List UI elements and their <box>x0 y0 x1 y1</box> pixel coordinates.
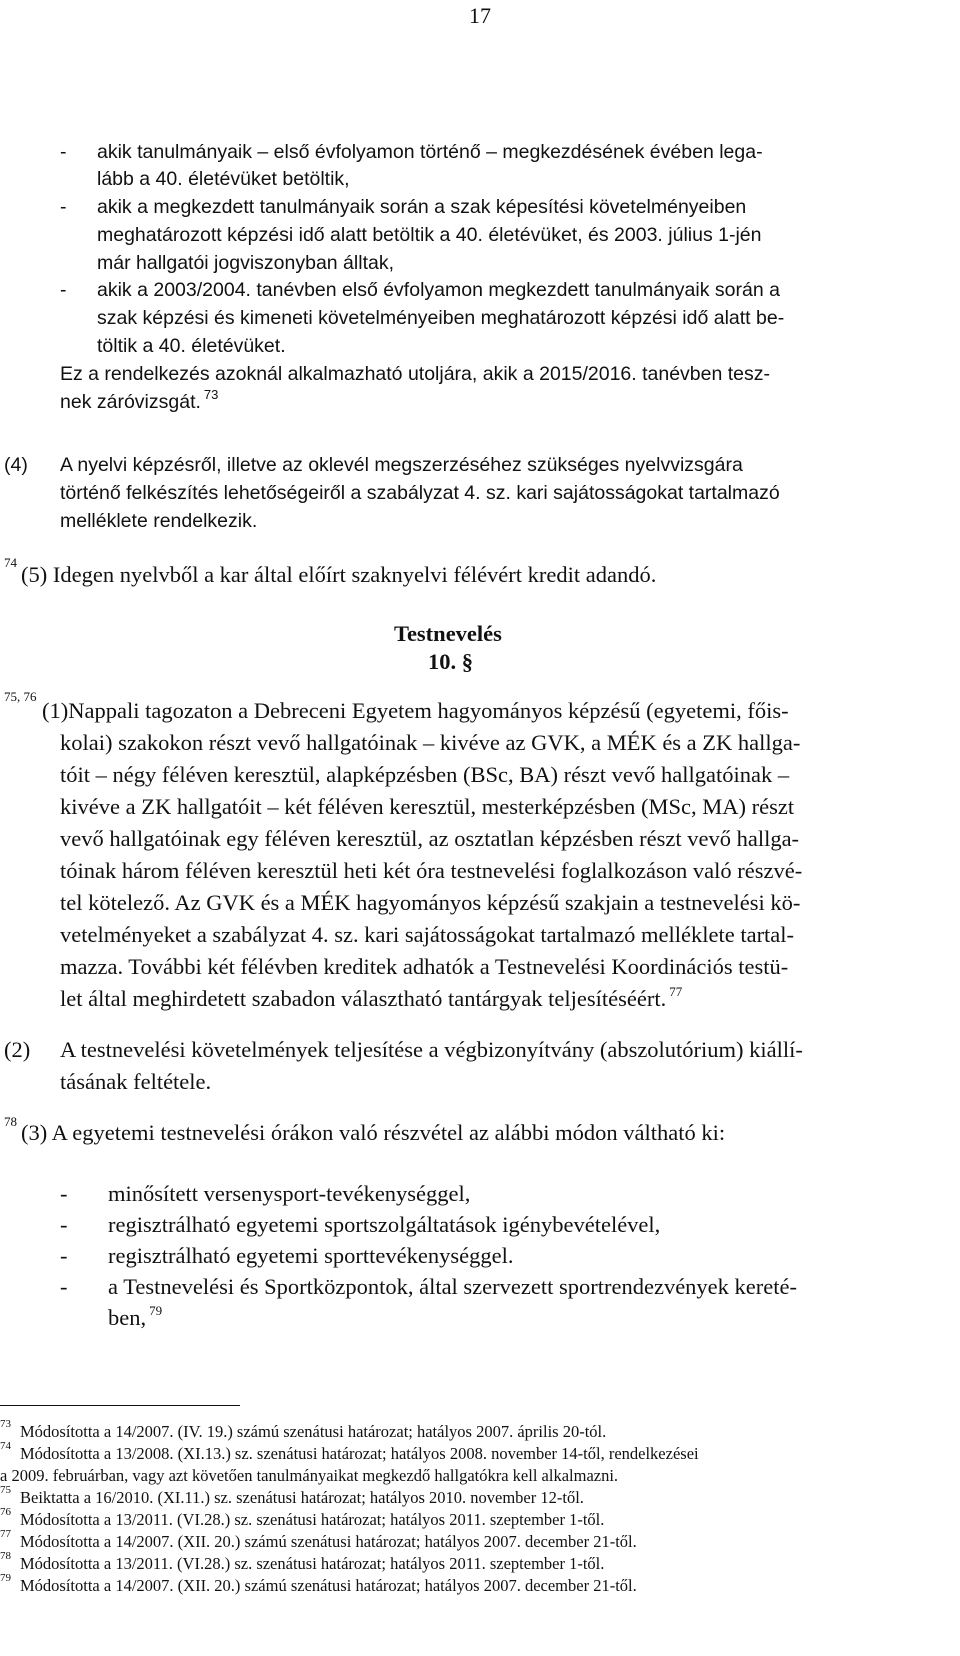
paragraph-line: tóinak három féléven keresztül heti két óra testnevelési foglalkozáson való részvé- <box>60 858 803 883</box>
paragraph-line: tásának feltétele. <box>60 1069 212 1094</box>
footnote-text: Módosította a 13/2011. (VI.28.) sz. szenátusi határozat; hatályos 2011. szeptember 1-től. <box>20 1510 605 1529</box>
footnote-text: Módosította a 13/2008. (XI.13.) sz. szenátusi határozat; hatályos 2008. november 14-től, rendelkezései <box>20 1444 699 1463</box>
footnote-separator <box>0 1405 240 1406</box>
list-item-line: akik a 2003/2004. tanévben első évfolyamon megkezdett tanulmányaik során a <box>97 279 780 301</box>
paragraph-line: kivéve a ZK hallgatóit – két féléven keresztül, mesterképzésben (MSc, MA) részt <box>60 794 795 819</box>
section-title: Testnevelés <box>394 621 502 646</box>
list-dash: - <box>60 196 67 218</box>
footnote-ref[interactable]: 75 <box>4 689 17 704</box>
footnote-number: 76 <box>0 1506 11 1518</box>
list-item-line: minősített versenysport-tevékenységgel, <box>108 1181 471 1206</box>
list-dash: - <box>60 1243 68 1268</box>
footnote-text: Módosította a 14/2007. (IV. 19.) számú szenátusi határozat; hatályos 2007. április 20-tól. <box>20 1422 607 1441</box>
footnote-number: 79 <box>0 1572 11 1584</box>
list-item-line: akik tanulmányaik – első évfolyamon történő – megkezdésének évében lega- <box>97 141 763 163</box>
footnote-number: 73 <box>0 1418 11 1430</box>
paragraph-line: A nyelvi képzésről, illetve az oklevél megszerzéséhez szükséges nyelvvizsgára <box>60 454 743 476</box>
paragraph-line: melléklete rendelkezik. <box>60 510 258 532</box>
list-item-line: a Testnevelési és Sportközpontok, által szervezett sportrendezvények kereté- <box>108 1274 797 1299</box>
footnote-ref[interactable]: 79 <box>149 1303 163 1318</box>
paragraph-line: tel kötelező. Az GVK és a MÉK hagyományos képzésű szakjain a testnevelési kö- <box>60 890 801 915</box>
paragraph-line: történő felkészítés lehetőségeiről a szabályzat 4. sz. kari sajátosságokat tartalmazó <box>60 482 780 504</box>
paragraph-line: vevő hallgatóinak egy féléven keresztül, az osztatlan képzésben részt vevő hallga- <box>60 826 800 851</box>
paragraph-line: vetelményeket a szabályzat 4. sz. kari sajátosságokat tartalmazó melléklete tartal- <box>60 922 795 947</box>
footnote-text: Módosította a 14/2007. (XII. 20.) számú szenátusi határozat; hatályos 2007. december 21-től. <box>20 1576 637 1595</box>
paragraph-line: kolai) szakokon részt vevő hallgatóinak – kivéve az GVK, a MÉK és a ZK hallga- <box>60 730 801 755</box>
paragraph-line: A testnevelési követelmények teljesítése a végbizonyítvány (abszolutórium) kiállí- <box>60 1037 803 1062</box>
list-item-line: regisztrálható egyetemi sporttevékenységgel. <box>108 1243 514 1268</box>
footnote-text: Módosította a 13/2011. (VI.28.) sz. szenátusi határozat; hatályos 2011. szeptember 1-től. <box>20 1554 605 1573</box>
paragraph-line: (5) Idegen nyelvből a kar által előírt szaknyelvi félévért kredit adandó. <box>21 562 657 587</box>
paragraph-number: (4) <box>4 454 28 476</box>
list-item-line: szak képzési és kimeneti követelményeiben meghatározott képzési idő alatt be- <box>97 307 785 329</box>
list-item-line: lább a 40. életévüket betöltik, <box>97 168 350 190</box>
list-dash: - <box>60 1212 68 1237</box>
paragraph-line: tóit – négy féléven keresztül, alapképzésben (BSc, BA) részt vevő hallgatóinak – <box>60 762 790 787</box>
paragraph-line: (1)Nappali tagozaton a Debreceni Egyetem hagyományos képzésű (egyetemi, főis- <box>42 698 789 723</box>
paragraph-line: let által meghirdetett szabadon választható tantárgyak teljesítéséért. $^{77}$ <box>60 984 683 1011</box>
footnote-number: 74 <box>0 1440 11 1452</box>
footnote-ref[interactable]: 76 <box>23 689 37 704</box>
footnote-ref[interactable]: 74 <box>4 555 17 570</box>
rule-note-line: nek záróvizsgát. $^{73}$ <box>60 387 219 413</box>
list-dash: - <box>60 141 67 163</box>
list-item-line: már hallgatói jogviszonyban álltak, <box>97 252 394 274</box>
paragraph-number: (2) <box>4 1037 31 1062</box>
list-item-line: akik a megkezdett tanulmányaik során a szak képesítési követelményeiben <box>97 196 747 218</box>
footnote-refs <box>4 690 37 704</box>
list-item-line: töltik a 40. életévüket. <box>97 335 286 357</box>
footnote-text: a 2009. februárban, vagy azt követően tanulmányaikat megkezdő hallgatókra kell alkalmazni. <box>0 1466 619 1485</box>
list-dash: - <box>60 1274 68 1299</box>
section-number: 10. § <box>428 649 473 674</box>
footnote-text: Beiktatta a 16/2010. (XI.11.) sz. szenátusi határozat; hatályos 2010. november 12-től. <box>20 1488 584 1507</box>
footnote-ref[interactable]: 78 <box>4 1114 17 1129</box>
paragraph-line: mazza. További két félévben kreditek adhatók a Testnevelési Koordinációs testü- <box>60 954 789 979</box>
footnote-ref[interactable]: 73 <box>203 387 219 402</box>
paragraph-line: (3) A egyetemi testnevelési órákon való részvétel az alábbi módon váltható ki: <box>21 1120 726 1145</box>
footnote-number: 77 <box>0 1528 11 1540</box>
rule-note-line: Ez a rendelkezés azoknál alkalmazható utoljára, akik a 2015/2016. tanévben tesz- <box>60 363 771 385</box>
page-number: 17 <box>469 3 491 28</box>
list-item-line: ben, $^{79}$ <box>108 1303 163 1330</box>
list-dash: - <box>60 279 67 301</box>
ref-separator: , <box>17 689 24 704</box>
footnote-number: 78 <box>0 1550 11 1562</box>
list-item-line: regisztrálható egyetemi sportszolgáltatások igénybevételével, <box>108 1212 661 1237</box>
list-item-line: meghatározott képzési idő alatt betöltik a 40. életévüket, és 2003. július 1-jén <box>97 224 762 246</box>
footnote-text: Módosította a 14/2007. (XII. 20.) számú szenátusi határozat; hatályos 2007. december 21-től. <box>20 1532 637 1551</box>
list-dash: - <box>60 1181 68 1206</box>
footnote-number: 75 <box>0 1484 11 1496</box>
footnote-ref[interactable]: 77 <box>669 984 683 999</box>
